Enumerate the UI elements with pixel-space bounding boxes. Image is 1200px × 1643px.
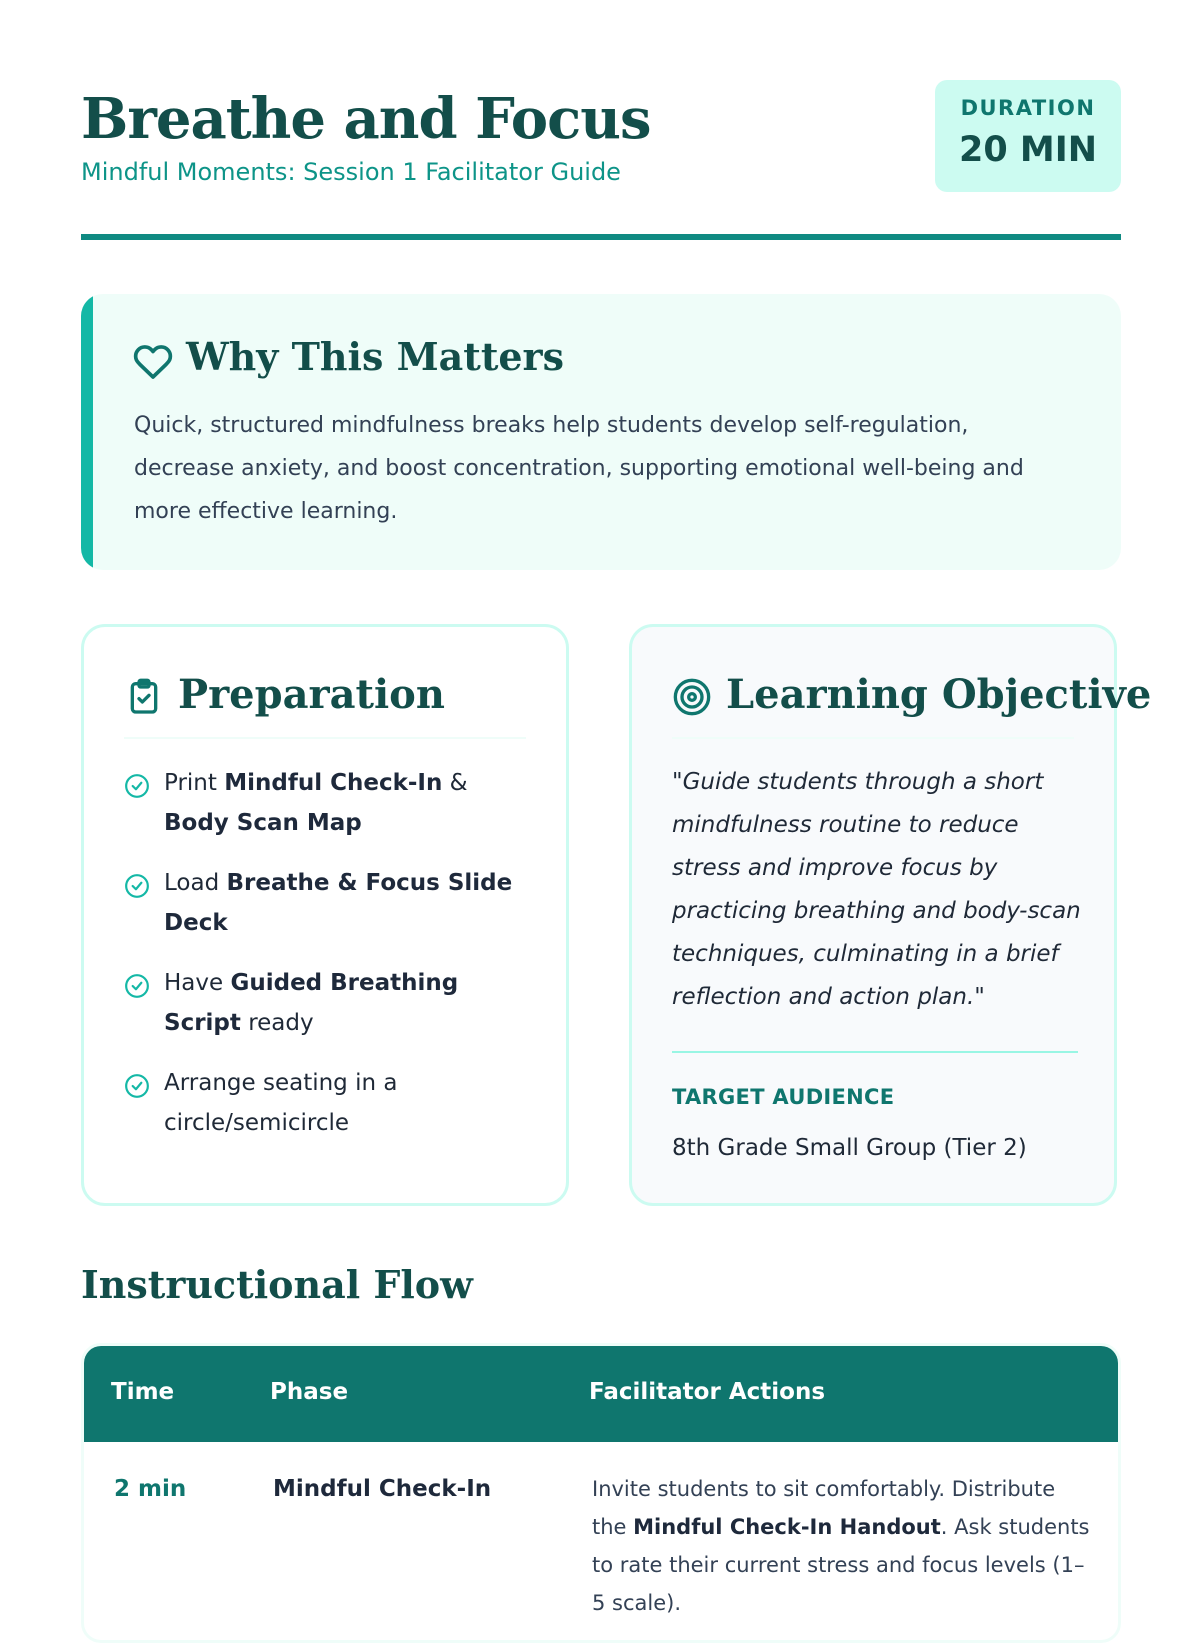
cell-time: 2 min	[114, 1476, 187, 1502]
card-divider	[124, 737, 526, 739]
instructional-flow-table	[81, 1343, 1121, 1643]
table-header	[84, 1346, 1118, 1442]
actions-bold: Mindful Check-In Handout	[633, 1515, 941, 1539]
preparation-card	[81, 624, 569, 1206]
why-title: Why This Matters	[186, 334, 564, 379]
preparation-title: Preparation	[178, 671, 445, 718]
actions-text: . Ask students to rate their current stress and focus levels (1–5 scale).	[592, 1515, 1090, 1615]
cell-actions	[592, 1470, 1092, 1622]
column-header-phase: Phase	[270, 1379, 349, 1405]
target-audience-label: TARGET AUDIENCE	[672, 1085, 895, 1109]
objective-quote: "Guide students through a short mindfulness routine to reduce stress and improve focus by practicing breathing and body-scan techniques, culminating in a brief reflection and action plan."	[672, 769, 1081, 1010]
item-text: &	[442, 770, 468, 796]
list-item	[124, 1063, 534, 1143]
actions-text: Invite students to sit comfortably. Distribute the	[592, 1477, 1056, 1539]
check-circle-icon	[124, 873, 150, 899]
objective-divider	[672, 1051, 1078, 1053]
page-title: Breathe and Focus	[81, 86, 651, 152]
header-divider	[81, 234, 1121, 240]
page-subtitle: Mindful Moments: Session 1 Facilitator Guide	[81, 158, 621, 186]
item-bold: Breathe & Focus Slide Deck	[164, 870, 513, 936]
item-bold: Mindful Check-In	[224, 770, 443, 796]
duration-value: 20 MIN	[958, 130, 1098, 170]
item-bold: Guided Breathing Script	[164, 970, 459, 1036]
card-divider	[672, 737, 1074, 739]
learning-objective-title: Learning Objective	[726, 671, 1152, 718]
item-text: Have	[164, 970, 231, 996]
why-this-matters-panel	[81, 294, 1121, 570]
list-item	[124, 863, 534, 943]
item-text: Arrange seating in a circle/semicircle	[164, 1070, 398, 1136]
learning-objective-card	[629, 624, 1152, 1206]
duration-label: DURATION	[960, 96, 1096, 120]
check-circle-icon	[124, 773, 150, 799]
instructional-flow-title: Instructional Flow	[81, 1262, 473, 1307]
item-text: ready	[240, 1010, 314, 1036]
clipboard-check-icon	[124, 677, 164, 717]
check-circle-icon	[124, 1073, 150, 1099]
preparation-list	[124, 763, 534, 1163]
accent-bar	[81, 294, 93, 570]
column-header-time: Time	[111, 1379, 175, 1405]
item-text: Print	[164, 770, 225, 796]
target-icon	[672, 677, 712, 717]
cell-phase: Mindful Check-In	[273, 1476, 492, 1502]
heart-icon	[133, 342, 173, 382]
item-text: Load	[164, 870, 227, 896]
why-body: Quick, structured mindfulness breaks help students develop self-regulation, decrease anxiety, and boost concentration, supporting emotional well-being and more effective learning.	[134, 413, 1024, 524]
list-item	[124, 963, 534, 1043]
check-circle-icon	[124, 973, 150, 999]
duration-badge	[935, 80, 1121, 192]
list-item	[124, 763, 534, 843]
page-header	[81, 80, 1121, 240]
item-bold: Body Scan Map	[164, 810, 362, 836]
target-audience-value: 8th Grade Small Group (Tier 2)	[672, 1135, 1027, 1161]
column-header-actions: Facilitator Actions	[589, 1379, 826, 1405]
